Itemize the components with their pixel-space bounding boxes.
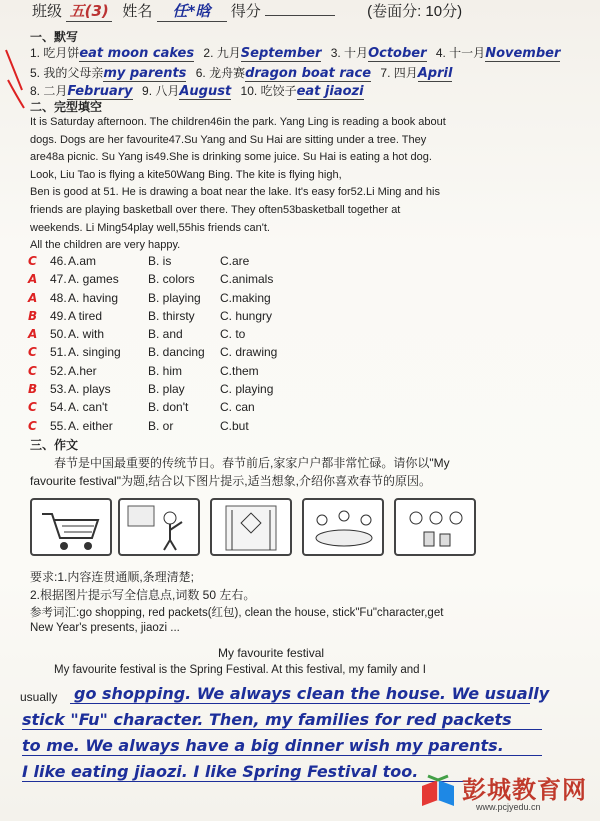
option-c: C. to <box>220 327 246 342</box>
option-c: C. hungry <box>220 308 273 323</box>
section2-title: 二、完型填空 <box>30 100 103 114</box>
option-b: B. him <box>148 363 183 378</box>
question-number: 53. <box>50 382 67 397</box>
option-b: B. or <box>148 418 174 433</box>
item-2-prompt: 2. 九月 <box>203 46 241 60</box>
question-answer: C <box>28 418 37 433</box>
question-answer: B <box>28 308 38 323</box>
question-row <box>28 382 277 400</box>
reference-words-2: New Year's presents, jiaozi ... <box>30 622 180 634</box>
question-row <box>28 345 277 363</box>
cleaning-picture <box>118 498 200 556</box>
question-answer: C <box>28 254 37 268</box>
passage-line: Ben is good at 51. He is drawing a boat near the lake. It's easy for52.Li Ming and his <box>30 186 440 199</box>
option-a: A tired <box>68 308 103 323</box>
question-answer: A <box>28 327 38 342</box>
essay-rule <box>22 729 542 730</box>
passage-line: are48a picnic. Su Yang is49.She is drinking some juice. Su Hai is eating a hot dog. <box>30 151 432 164</box>
passage-line: Look, Liu Tao is flying a kite50Wang Bing. The kite is flying high, <box>30 168 342 181</box>
essay-title: My favourite festival <box>218 646 325 660</box>
score-label: 得分 <box>230 3 261 20</box>
option-a: A. having <box>68 290 119 305</box>
option-b: B. don't <box>148 400 189 415</box>
score-note: (卷面分: 10分) <box>367 3 463 20</box>
item-1-prompt: 1. 吃月饼 <box>30 46 80 60</box>
item-10-prompt: 10. 吃饺子 <box>240 84 297 98</box>
item-4-prompt: 4. 十一月 <box>435 46 486 60</box>
score-value <box>265 15 335 16</box>
item-9-prompt: 9. 八月 <box>142 84 180 98</box>
essay-rule <box>70 703 530 704</box>
item-7-answer: April <box>417 66 453 81</box>
option-b: B. play <box>148 382 185 397</box>
essay-rule <box>22 755 542 756</box>
passage-line: friends are playing basketball over there. They often53basketball together at <box>30 203 401 216</box>
site-url: www.pcjyedu.cn <box>476 802 541 812</box>
question-number: 52. <box>50 363 67 378</box>
question-answer: A <box>28 290 38 305</box>
essay-handwriting-4: I like eating jiaozi. I like Spring Festival too. <box>22 762 419 781</box>
dictation-row-2 <box>30 64 452 82</box>
item-6-answer: dragon boat race <box>245 66 372 81</box>
essay-prompt-2: favourite festival"为题,结合以下图片提示,适当想象,介绍你喜欢春节的原因。 <box>30 474 431 488</box>
cloze-passage <box>30 114 570 255</box>
item-3-answer: October <box>368 46 427 61</box>
question-list <box>28 254 277 437</box>
option-c: C.making <box>220 290 271 305</box>
requirement-1: 要求:1.内容连贯通顺,条理清楚; <box>30 570 195 584</box>
dictation-row-1 <box>30 44 560 62</box>
question-answer: A <box>28 272 38 287</box>
question-number: 46. <box>50 254 67 268</box>
red-packets-picture <box>394 498 476 556</box>
question-number: 54. <box>50 400 67 415</box>
option-a: A. can't <box>68 400 108 415</box>
item-4-answer: November <box>485 46 561 61</box>
option-a: A.her <box>68 363 97 378</box>
item-5-prompt: 5. 我的父母亲 <box>30 66 104 80</box>
book-logo-icon <box>418 772 458 812</box>
option-a: A. plays <box>68 382 111 397</box>
option-c: C.them <box>220 363 259 378</box>
requirement-2: 2.根据图片提示写全信息点,词数 50 左右。 <box>30 588 256 602</box>
shopping-cart-picture <box>30 498 112 556</box>
passage-line: It is Saturday afternoon. The children46in the park. Yang Ling is reading a book about <box>30 116 446 128</box>
option-b: B. colors <box>148 272 195 287</box>
question-row <box>28 254 277 272</box>
essay-intro: My favourite festival is the Spring Festival. At this festival, my family and I <box>54 664 426 676</box>
item-8-prompt: 8. 二月 <box>30 84 68 98</box>
passage-line: dogs. Dogs are her favourite47.Su Yang and Su Hai are sitting under a tree. They <box>30 133 427 146</box>
item-9-answer: August <box>179 84 232 99</box>
site-logo <box>418 770 596 816</box>
option-c: C.but <box>220 418 249 433</box>
question-number: 55. <box>50 418 67 433</box>
question-answer: C <box>28 400 37 415</box>
question-number: 48. <box>50 290 67 305</box>
question-number: 47. <box>50 272 67 287</box>
item-2-answer: September <box>240 46 322 61</box>
passage-line: All the children are very happy. <box>30 239 181 252</box>
question-row <box>28 364 277 382</box>
option-a: A. with <box>68 327 105 342</box>
option-c: C.are <box>220 254 250 268</box>
essay-handwriting-3: to me. We always have a big dinner wish my parents. <box>22 736 504 755</box>
question-answer: C <box>28 345 37 360</box>
option-a: A. games <box>68 272 119 287</box>
option-c: C. can <box>220 400 255 415</box>
name-value: 任*晗 <box>157 0 227 22</box>
item-5-answer: my parents <box>103 66 187 81</box>
section1-title: 一、默写 <box>30 30 79 44</box>
option-b: B. playing <box>148 290 201 305</box>
essay-handwriting-1: go shopping. We always clean the house. We usually <box>74 684 550 703</box>
item-8-answer: February <box>67 84 133 99</box>
family-dinner-picture <box>302 498 384 556</box>
class-value: 五(3) <box>66 0 112 22</box>
item-1-answer: eat moon cakes <box>79 46 195 61</box>
option-a: A. singing <box>68 345 121 360</box>
class-label: 班级 <box>32 3 63 20</box>
essay-handwriting-2: stick "Fu" character. Then, my families for red packets <box>22 710 512 729</box>
question-number: 51. <box>50 345 67 360</box>
reference-words-1: 参考词汇:go shopping, red packets(红包), clean the house, stick"Fu"character,get <box>30 607 444 619</box>
question-row <box>28 291 277 309</box>
fu-character-picture <box>210 498 292 556</box>
option-a: A.am <box>68 254 97 268</box>
item-6-prompt: 6. 龙舟赛 <box>195 66 246 80</box>
option-a: A. either <box>68 418 113 433</box>
question-row <box>28 272 277 290</box>
item-3-prompt: 3. 十月 <box>330 46 369 60</box>
passage-line: weekends. Li Ming54play well,55his friends can't. <box>30 221 270 234</box>
name-label: 姓名 <box>122 3 153 20</box>
option-c: C. drawing <box>220 345 278 360</box>
option-c: C.animals <box>220 272 274 287</box>
question-row <box>28 309 277 327</box>
question-answer: B <box>28 382 38 397</box>
item-10-answer: eat jiaozi <box>296 84 364 99</box>
option-b: B. and <box>148 327 183 342</box>
question-row <box>28 400 277 418</box>
option-b: B. is <box>148 254 172 268</box>
question-answer: C <box>28 363 37 378</box>
item-7-prompt: 7. 四月 <box>380 66 418 80</box>
option-b: B. dancing <box>148 345 205 360</box>
essay-prompt-1: 春节是中国最重要的传统节日。春节前后,家家户户都非常忙碌。请你以"My <box>54 456 450 470</box>
site-name: 彭城教育网 <box>462 776 587 804</box>
question-row <box>28 327 277 345</box>
header-row <box>32 0 462 22</box>
section3-title: 三、作文 <box>30 438 79 452</box>
option-c: C. playing <box>220 382 274 397</box>
question-number: 50. <box>50 327 67 342</box>
option-b: B. thirsty <box>148 308 195 323</box>
question-row <box>28 419 277 437</box>
essay-usually: usually <box>20 690 58 704</box>
essay-rule <box>22 781 472 782</box>
question-number: 49. <box>50 308 67 323</box>
